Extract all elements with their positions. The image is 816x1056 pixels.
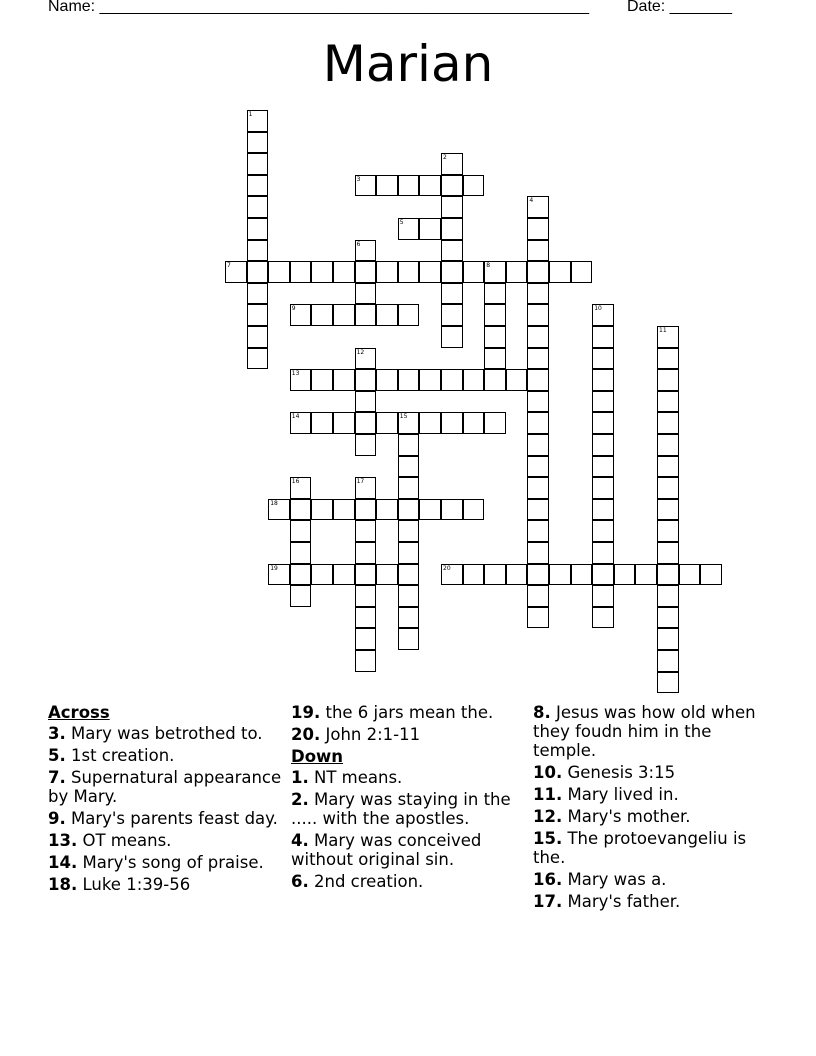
clue-item — [533, 763, 768, 782]
clue-item — [533, 892, 768, 911]
grid-cell[interactable] — [419, 369, 441, 391]
grid-cell[interactable] — [506, 564, 528, 586]
across-clue-list-continued — [291, 703, 526, 744]
grid-cell[interactable] — [355, 261, 377, 283]
grid-cell[interactable] — [355, 304, 377, 326]
grid-cell[interactable] — [592, 585, 614, 607]
clue-number: 20. — [291, 725, 321, 744]
clue-number: 1. — [291, 768, 309, 787]
cell-number: 8 — [486, 262, 491, 270]
grid-cell[interactable] — [355, 628, 377, 650]
grid-cell[interactable] — [484, 348, 506, 370]
grid-cell[interactable] — [376, 175, 398, 197]
grid-cell[interactable] — [355, 434, 377, 456]
grid-cell[interactable] — [333, 369, 355, 391]
clue-item — [291, 831, 526, 869]
clue-text: NT means. — [308, 768, 403, 787]
grid-cell[interactable] — [355, 542, 377, 564]
clue-text: The protoevangeliu is the. — [533, 829, 747, 867]
grid-cell[interactable] — [247, 196, 269, 218]
grid-cell[interactable] — [441, 218, 463, 240]
grid-cell[interactable] — [419, 412, 441, 434]
grid-cell[interactable] — [527, 542, 549, 564]
grid-cell[interactable] — [527, 326, 549, 348]
grid-cell[interactable] — [441, 412, 463, 434]
grid-cell[interactable] — [463, 412, 485, 434]
grid-cell[interactable] — [527, 607, 549, 629]
grid-cell[interactable] — [527, 304, 549, 326]
grid-cell[interactable] — [398, 304, 420, 326]
grid-cell[interactable] — [657, 650, 679, 672]
grid-cell[interactable] — [268, 261, 290, 283]
grid-cell[interactable] — [355, 283, 377, 305]
grid-cell[interactable] — [527, 585, 549, 607]
clue-text: Mary was staying in the ..... with the apostles. — [291, 790, 511, 828]
cell-number: 1 — [248, 111, 253, 118]
grid-cell[interactable] — [376, 369, 398, 391]
clue-item — [291, 725, 526, 744]
grid-cell[interactable] — [463, 499, 485, 521]
grid-cell[interactable] — [441, 283, 463, 305]
grid-cell[interactable] — [614, 564, 636, 586]
clue-text: 1st creation. — [65, 746, 175, 765]
name-field-label: Name: _______________________________________________________ — [48, 0, 589, 15]
clue-number: 13. — [48, 831, 78, 850]
grid-cell[interactable] — [355, 564, 377, 586]
grid-cell[interactable] — [355, 585, 377, 607]
clue-text: John 2:1-11 — [320, 725, 421, 744]
grid-cell[interactable] — [527, 412, 549, 434]
grid-cell[interactable] — [527, 218, 549, 240]
clue-number: 10. — [533, 763, 563, 782]
grid-cell[interactable] — [398, 261, 420, 283]
grid-cell[interactable] — [571, 564, 593, 586]
grid-cell[interactable] — [419, 499, 441, 521]
clue-text: Supernatural appearance by Mary. — [48, 768, 282, 806]
grid-cell[interactable] — [506, 261, 528, 283]
clue-number: 6. — [291, 872, 309, 891]
grid-cell[interactable] — [290, 304, 312, 326]
grid-cell[interactable] — [290, 261, 312, 283]
puzzle-title: Marian — [322, 35, 494, 93]
clue-text: Mary's song of praise. — [77, 853, 264, 872]
grid-cell[interactable] — [355, 240, 377, 262]
grid-cell[interactable] — [527, 348, 549, 370]
grid-cell[interactable] — [592, 542, 614, 564]
grid-cell[interactable] — [463, 261, 485, 283]
clue-number: 4. — [291, 831, 309, 850]
grid-cell[interactable] — [398, 434, 420, 456]
clue-number: 2. — [291, 790, 309, 809]
grid-cell[interactable] — [527, 456, 549, 478]
cell-number: 14 — [291, 413, 300, 421]
clue-number: 19. — [291, 703, 321, 722]
clue-column-1 — [48, 703, 283, 897]
grid-cell[interactable] — [290, 412, 312, 434]
grid-cell[interactable] — [355, 412, 377, 434]
grid-cell[interactable] — [355, 520, 377, 542]
grid-cell[interactable] — [311, 261, 333, 283]
grid-cell[interactable] — [592, 304, 614, 326]
grid-cell[interactable] — [290, 585, 312, 607]
grid-cell[interactable] — [398, 456, 420, 478]
grid-cell[interactable] — [484, 326, 506, 348]
grid-cell[interactable] — [657, 585, 679, 607]
grid-cell[interactable] — [592, 369, 614, 391]
grid-cell[interactable] — [657, 326, 679, 348]
clue-item — [48, 875, 283, 894]
grid-cell[interactable] — [398, 499, 420, 521]
clue-text: Luke 1:39-56 — [77, 875, 191, 894]
grid-cell[interactable] — [398, 564, 420, 586]
grid-cell[interactable] — [592, 520, 614, 542]
grid-cell[interactable] — [398, 477, 420, 499]
grid-cell[interactable] — [657, 477, 679, 499]
grid-cell[interactable] — [290, 369, 312, 391]
cell-number: 2 — [443, 154, 447, 162]
grid-cell[interactable] — [441, 304, 463, 326]
cell-number: 16 — [291, 478, 300, 486]
grid-cell[interactable] — [268, 564, 290, 586]
clue-item — [533, 870, 768, 889]
grid-cell[interactable] — [592, 564, 614, 586]
grid-cell[interactable] — [592, 412, 614, 434]
grid-cell[interactable] — [635, 564, 657, 586]
clue-number: 7. — [48, 768, 66, 787]
clue-item — [533, 785, 768, 804]
grid-cell[interactable] — [527, 499, 549, 521]
cell-number: 4 — [529, 197, 534, 205]
clue-text: Jesus was how old when they foudn him in the temple. — [533, 703, 756, 760]
clue-item — [533, 703, 768, 760]
grid-cell[interactable] — [311, 564, 333, 586]
grid-cell[interactable] — [355, 391, 377, 413]
clue-column-3 — [533, 703, 768, 914]
grid-cell[interactable] — [398, 607, 420, 629]
grid-cell[interactable] — [657, 564, 679, 586]
grid-cell[interactable] — [592, 434, 614, 456]
down-clue-list-continued — [533, 703, 768, 911]
grid-cell[interactable] — [333, 304, 355, 326]
grid-cell[interactable] — [441, 326, 463, 348]
grid-cell[interactable] — [355, 499, 377, 521]
grid-cell[interactable] — [700, 564, 722, 586]
grid-cell[interactable] — [657, 520, 679, 542]
grid-cell[interactable] — [311, 369, 333, 391]
grid-cell[interactable] — [398, 369, 420, 391]
grid-cell[interactable] — [290, 520, 312, 542]
grid-cell[interactable] — [419, 218, 441, 240]
grid-cell[interactable] — [657, 348, 679, 370]
grid-cell[interactable] — [290, 499, 312, 521]
clue-text: Mary's parents feast day. — [65, 809, 278, 828]
cell-number: 13 — [291, 370, 300, 378]
grid-cell[interactable] — [247, 175, 269, 197]
clue-item — [291, 790, 526, 828]
grid-cell[interactable] — [247, 348, 269, 370]
grid-cell[interactable] — [333, 499, 355, 521]
cell-number: 9 — [291, 305, 296, 313]
cell-number: 15 — [399, 413, 408, 421]
grid-cell[interactable] — [527, 261, 549, 283]
grid-cell[interactable] — [376, 304, 398, 326]
date-field-label: Date: _______ — [627, 0, 732, 15]
clue-column-2 — [291, 703, 526, 894]
grid-cell[interactable] — [355, 607, 377, 629]
grid-cell[interactable] — [463, 564, 485, 586]
grid-cell[interactable] — [247, 283, 269, 305]
grid-cell[interactable] — [441, 499, 463, 521]
clue-text: the 6 jars mean the. — [320, 703, 494, 722]
grid-cell[interactable] — [527, 520, 549, 542]
grid-cell[interactable] — [463, 175, 485, 197]
cell-number: 17 — [356, 478, 365, 486]
clue-item — [48, 746, 283, 765]
clue-number: 3. — [48, 724, 66, 743]
grid-cell[interactable] — [506, 369, 528, 391]
grid-cell[interactable] — [247, 240, 269, 262]
grid-cell[interactable] — [484, 369, 506, 391]
clue-item — [291, 768, 526, 787]
grid-cell[interactable] — [247, 304, 269, 326]
grid-cell[interactable] — [398, 628, 420, 650]
clue-item — [48, 809, 283, 828]
grid-cell[interactable] — [247, 153, 269, 175]
grid-cell[interactable] — [398, 520, 420, 542]
grid-cell[interactable] — [290, 564, 312, 586]
grid-cell[interactable] — [225, 261, 247, 283]
grid-cell[interactable] — [527, 196, 549, 218]
grid-cell[interactable] — [247, 132, 269, 154]
grid-cell[interactable] — [592, 326, 614, 348]
grid-cell[interactable] — [657, 628, 679, 650]
grid-cell[interactable] — [549, 261, 571, 283]
cell-number: 11 — [659, 327, 667, 334]
clue-number: 17. — [533, 892, 563, 911]
grid-cell[interactable] — [592, 391, 614, 413]
grid-cell[interactable] — [376, 261, 398, 283]
grid-cell[interactable] — [441, 369, 463, 391]
grid-cell[interactable] — [355, 369, 377, 391]
clue-text: Mary's mother. — [562, 807, 691, 826]
grid-cell[interactable] — [311, 304, 333, 326]
grid-cell[interactable] — [290, 542, 312, 564]
clue-number: 18. — [48, 875, 78, 894]
grid-cell[interactable] — [355, 650, 377, 672]
grid-cell[interactable] — [527, 434, 549, 456]
clue-number: 8. — [533, 703, 551, 722]
grid-cell[interactable] — [484, 261, 506, 283]
cell-number: 7 — [227, 262, 231, 270]
clue-text: Mary lived in. — [562, 785, 679, 804]
grid-cell[interactable] — [398, 585, 420, 607]
grid-cell[interactable] — [376, 564, 398, 586]
grid-cell[interactable] — [398, 412, 420, 434]
clue-number: 15. — [533, 829, 563, 848]
grid-cell[interactable] — [311, 499, 333, 521]
grid-cell[interactable] — [679, 564, 701, 586]
grid-cell[interactable] — [657, 542, 679, 564]
grid-cell[interactable] — [527, 240, 549, 262]
grid-cell[interactable] — [527, 477, 549, 499]
clue-item — [291, 703, 526, 722]
clue-text: Mary was conceived without original sin. — [291, 831, 482, 869]
grid-cell[interactable] — [657, 499, 679, 521]
grid-cell[interactable] — [484, 564, 506, 586]
clue-text: Mary was betrothed to. — [65, 724, 263, 743]
clue-item — [48, 724, 283, 743]
grid-cell[interactable] — [398, 218, 420, 240]
cell-number: 20 — [443, 564, 451, 572]
cell-number: 19 — [270, 564, 278, 572]
grid-cell[interactable] — [592, 477, 614, 499]
clue-item — [291, 872, 526, 891]
clue-item — [48, 853, 283, 872]
cell-number: 10 — [594, 305, 602, 313]
grid-cell[interactable] — [441, 564, 463, 586]
grid-cell[interactable] — [657, 412, 679, 434]
grid-cell[interactable] — [571, 261, 593, 283]
grid-cell[interactable] — [355, 348, 377, 370]
grid-cell[interactable] — [441, 240, 463, 262]
grid-cell[interactable] — [441, 196, 463, 218]
grid-cell[interactable] — [419, 261, 441, 283]
cell-number: 12 — [356, 348, 365, 356]
grid-cell[interactable] — [441, 153, 463, 175]
grid-cell[interactable] — [247, 110, 269, 132]
clue-text: 2nd creation. — [308, 872, 424, 891]
clue-number: 5. — [48, 746, 66, 765]
grid-cell[interactable] — [398, 175, 420, 197]
grid-cell[interactable] — [657, 391, 679, 413]
grid-cell[interactable] — [484, 412, 506, 434]
grid-cell[interactable] — [441, 175, 463, 197]
cell-number: 6 — [356, 240, 361, 248]
grid-cell[interactable] — [592, 499, 614, 521]
cell-number: 18 — [270, 499, 278, 507]
clue-item — [48, 831, 283, 850]
grid-cell[interactable] — [549, 564, 571, 586]
grid-cell[interactable] — [247, 218, 269, 240]
clue-text: OT means. — [77, 831, 172, 850]
cell-number: 3 — [356, 175, 361, 183]
grid-cell[interactable] — [527, 391, 549, 413]
grid-cell[interactable] — [247, 261, 269, 283]
grid-cell[interactable] — [657, 369, 679, 391]
clue-item — [48, 768, 283, 806]
clue-item — [533, 829, 768, 867]
grid-cell[interactable] — [376, 499, 398, 521]
grid-cell[interactable] — [527, 283, 549, 305]
clue-number: 14. — [48, 853, 78, 872]
grid-cell[interactable] — [463, 369, 485, 391]
grid-cell[interactable] — [311, 412, 333, 434]
grid-cell[interactable] — [657, 672, 679, 694]
clue-text: Mary's father. — [562, 892, 681, 911]
grid-cell[interactable] — [376, 412, 398, 434]
across-heading: Across — [48, 703, 110, 722]
grid-cell[interactable] — [290, 477, 312, 499]
down-clue-list — [291, 768, 526, 891]
clue-number: 12. — [533, 807, 563, 826]
clue-number: 16. — [533, 870, 563, 889]
grid-cell[interactable] — [333, 261, 355, 283]
grid-cell[interactable] — [657, 607, 679, 629]
grid-cell[interactable] — [527, 369, 549, 391]
grid-cell[interactable] — [484, 304, 506, 326]
grid-cell[interactable] — [484, 283, 506, 305]
grid-cell[interactable] — [355, 477, 377, 499]
grid-cell[interactable] — [592, 456, 614, 478]
grid-cell[interactable] — [355, 175, 377, 197]
grid-cell[interactable] — [333, 412, 355, 434]
grid-cell[interactable] — [527, 564, 549, 586]
grid-cell[interactable] — [333, 564, 355, 586]
grid-cell[interactable] — [592, 348, 614, 370]
clue-number: 9. — [48, 809, 66, 828]
grid-cell[interactable] — [268, 499, 290, 521]
clue-number: 11. — [533, 785, 563, 804]
across-clue-list — [48, 724, 283, 894]
grid-cell[interactable] — [657, 434, 679, 456]
grid-cell[interactable] — [657, 456, 679, 478]
grid-cell[interactable] — [398, 542, 420, 564]
clue-text: Mary was a. — [562, 870, 667, 889]
down-heading: Down — [291, 747, 344, 766]
clue-text: Genesis 3:15 — [562, 763, 676, 782]
clue-item — [533, 807, 768, 826]
grid-cell[interactable] — [419, 175, 441, 197]
cell-number: 5 — [399, 219, 404, 226]
grid-cell[interactable] — [592, 607, 614, 629]
grid-cell[interactable] — [247, 326, 269, 348]
grid-cell[interactable] — [441, 261, 463, 283]
